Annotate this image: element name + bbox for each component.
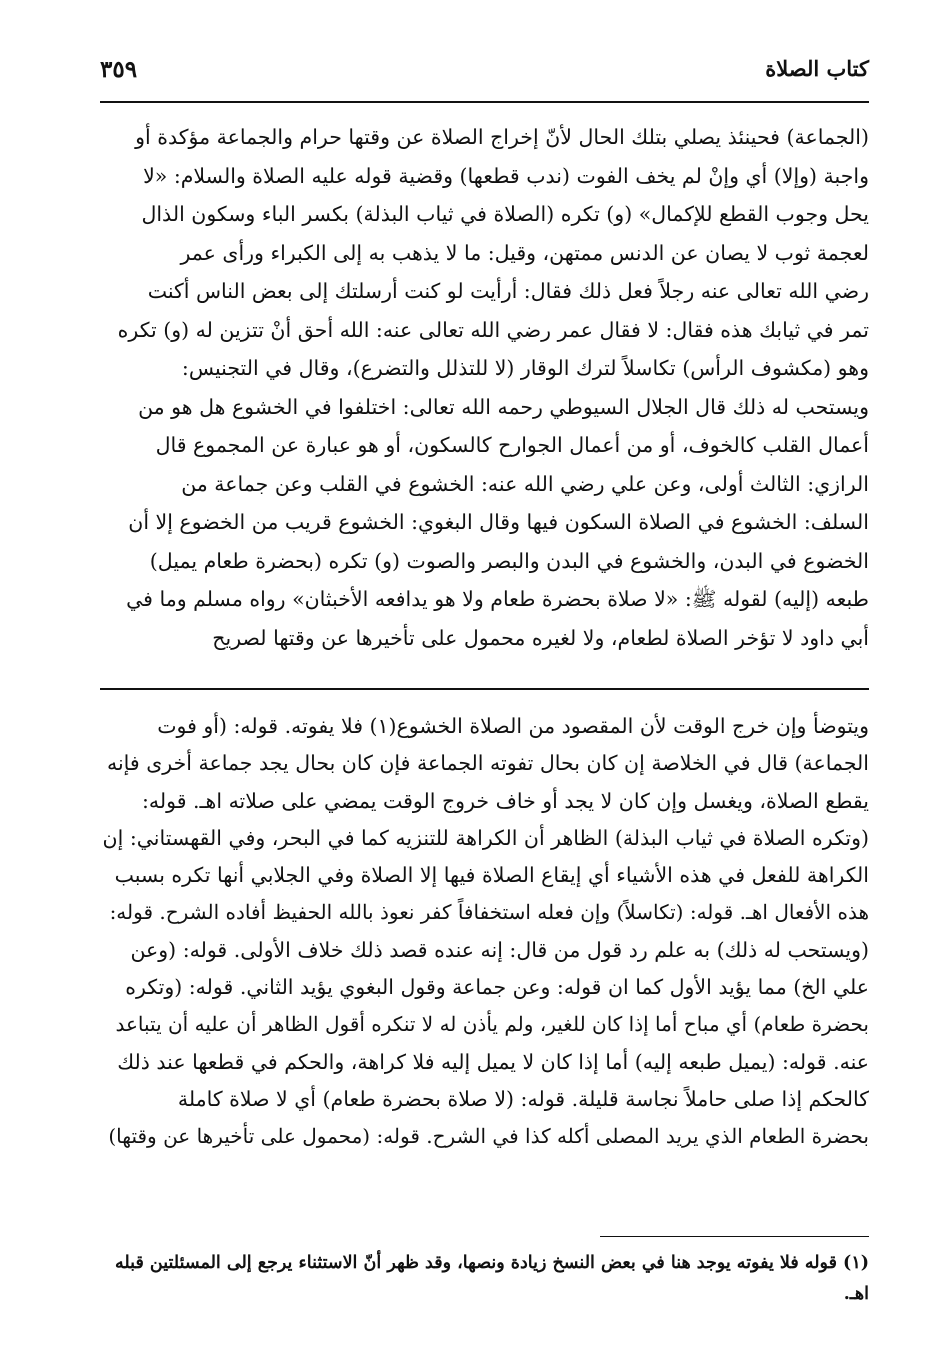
- footnote: [100, 1248, 869, 1310]
- main-text-line: الخضوع في البدن، والخشوع في البدن والبصر والصوت (و) تكره (بحضرة طعام يميل): [149, 548, 869, 573]
- commentary-line: كالحكم إذا صلى حاملاً نجاسة قليلة. قوله: (لا صلاة بحضرة طعام) أي لا صلاة كاملة: [177, 1086, 869, 1111]
- commentary-line: هذه الأفعال اهـ. قوله: (تكاسلاً) وإن فعله استخفافاً كفر نعوذ بالله الحفيظ أفاده الشرح. قوله:: [109, 900, 869, 925]
- page-number: ٣٥٩: [100, 56, 138, 83]
- main-text-line: تمر في ثيابك هذه فقال: لا فقال عمر رضي الله تعالى عنه: الله أحق أنْ تتزين له (و) تكره: [117, 317, 869, 342]
- commentary-line: الكراهة للفعل في هذه الأشياء أي إيقاع الصلاة فيها إلا الصلاة وفي الجلابي أنها تكره بسبب: [114, 863, 869, 888]
- main-text-line: أعمال القلب كالخوف، أو من أعمال الجوارح كالسكون، أو هو عبارة عن المجموع قال: [155, 433, 869, 457]
- main-text-line: (الجماعة) فحينئذ يصلي بتلك الحال لأنّ إخراج الصلاة عن وقتها حرام والجماعة مؤكدة أو: [135, 125, 869, 149]
- commentary-line: الجماعة) قال في الخلاصة إن كان بحال تفوته الجماعة فإن كان بحال يجد جماعة أخرى فإنه: [106, 751, 869, 776]
- commentary-line: (وتكره الصلاة في ثياب البذلة) الظاهر أن الكراهة للتنزيه كما في البحر، وفي القهستاني: إن: [102, 825, 869, 850]
- commentary-text: [100, 708, 869, 1156]
- footnote-line: اهـ.: [843, 1284, 869, 1304]
- main-text-line: طبعه (إليه) لقوله ﷺ: «لا صلاة بحضرة طعام ولا هو يدافعه الأخبثان» رواه مسلم وما في: [126, 587, 869, 611]
- commentary-line: عنه. قوله: (يميل طبعه إليه) أما إذا كان لا يميل إليه فلا كراهة، والحكم في قطعها عند ذلك: [117, 1049, 869, 1074]
- main-text-line: ويستحب له ذلك قال الجلال السيوطي رحمه الله تعالى: اختلفوا في الخشوع هل هو من: [138, 394, 869, 419]
- main-text-line: واجبة (وإلا) أي وإنْ لم يخف الفوت (ندب قطعها) وقضية قوله عليه الصلاة والسلام: «لا: [143, 163, 869, 188]
- commentary-line: بحضرة طعام) أي مباح أما إذا كان للغير، ولم يأذن له لا تنكره أقول الظاهر أن عليه أن يتباعد: [115, 1012, 869, 1037]
- main-text-line: يحل وجوب القطع للإكمال» (و) تكره (الصلاة في ثياب البذلة) بكسر الباء وسكون الذال: [141, 202, 869, 226]
- main-text-line: السلف: الخشوع في الصلاة السكون فيها وقال البغوي: الخشوع قريب من الخضوع إلا أن: [128, 510, 869, 534]
- commentary-line: يقطع الصلاة، ويغسل وإن كان لا يجد أو خاف خروج الوقت يمضي على صلاته اهـ. قوله:: [141, 788, 869, 813]
- main-text-line: الرازي: الثالث أولى، وعن علي رضي الله عنه: الخشوع في القلب وعن جماعة من: [181, 471, 869, 496]
- main-text-line: أبي داود لا تؤخر الصلاة لطعام، ولا لغيره محمول على تأخيرها عن وقتها لصريح: [212, 625, 869, 650]
- main-text: [100, 118, 869, 657]
- commentary-line: علي الخ) مما يؤيد الأول كما ان قوله: وعن جماعة وقول البغوي يؤيد الثاني. قوله: (وتكره: [125, 975, 869, 1000]
- main-text-line: لعجمة ثوب لا يصان عن الدنس ممتهن، وقيل: ما لا يذهب به إلى الكبراء ورأى عمر: [180, 240, 869, 265]
- page-header: [100, 50, 869, 90]
- main-text-line: رضي الله تعالى عنه رجلاً فعل ذلك فقال: أرأيت لو كنت أرسلتك إلى بعض الناس أكنت: [147, 279, 869, 303]
- commentary-line: (ويستحب له ذلك) به علم رد قول من قال: إنه عنده قصد ذلك خلاف الأولى. قوله: (وعن: [130, 937, 869, 962]
- footnote-divider: [600, 1236, 869, 1237]
- commentary-line: ويتوضأ وإن خرج الوقت لأن المقصود من الصلاة الخشوع(١) فلا يفوته. قوله: (أو فوت: [157, 714, 869, 738]
- footnote-line: (١) قوله فلا يفوته يوجد هنا في بعض النسخ زيادة ونصها، وقد ظهر أنّ الاستثناء يرجع إلى المسئلتين قبله: [115, 1253, 869, 1273]
- chapter-title: كتاب الصلاة: [765, 56, 869, 81]
- commentary-line: بحضرة الطعام الذي يريد المصلى أكله كذا في الشرح. قوله: (محمول على تأخيرها عن وقتها): [108, 1124, 869, 1149]
- main-text-line: وهو (مكشوف الرأس) تكاسلاً لترك الوقار (لا للتذلل والتضرع)، وقال في التجنيس:: [181, 356, 869, 380]
- header-divider: [100, 101, 869, 103]
- section-divider: [100, 688, 869, 690]
